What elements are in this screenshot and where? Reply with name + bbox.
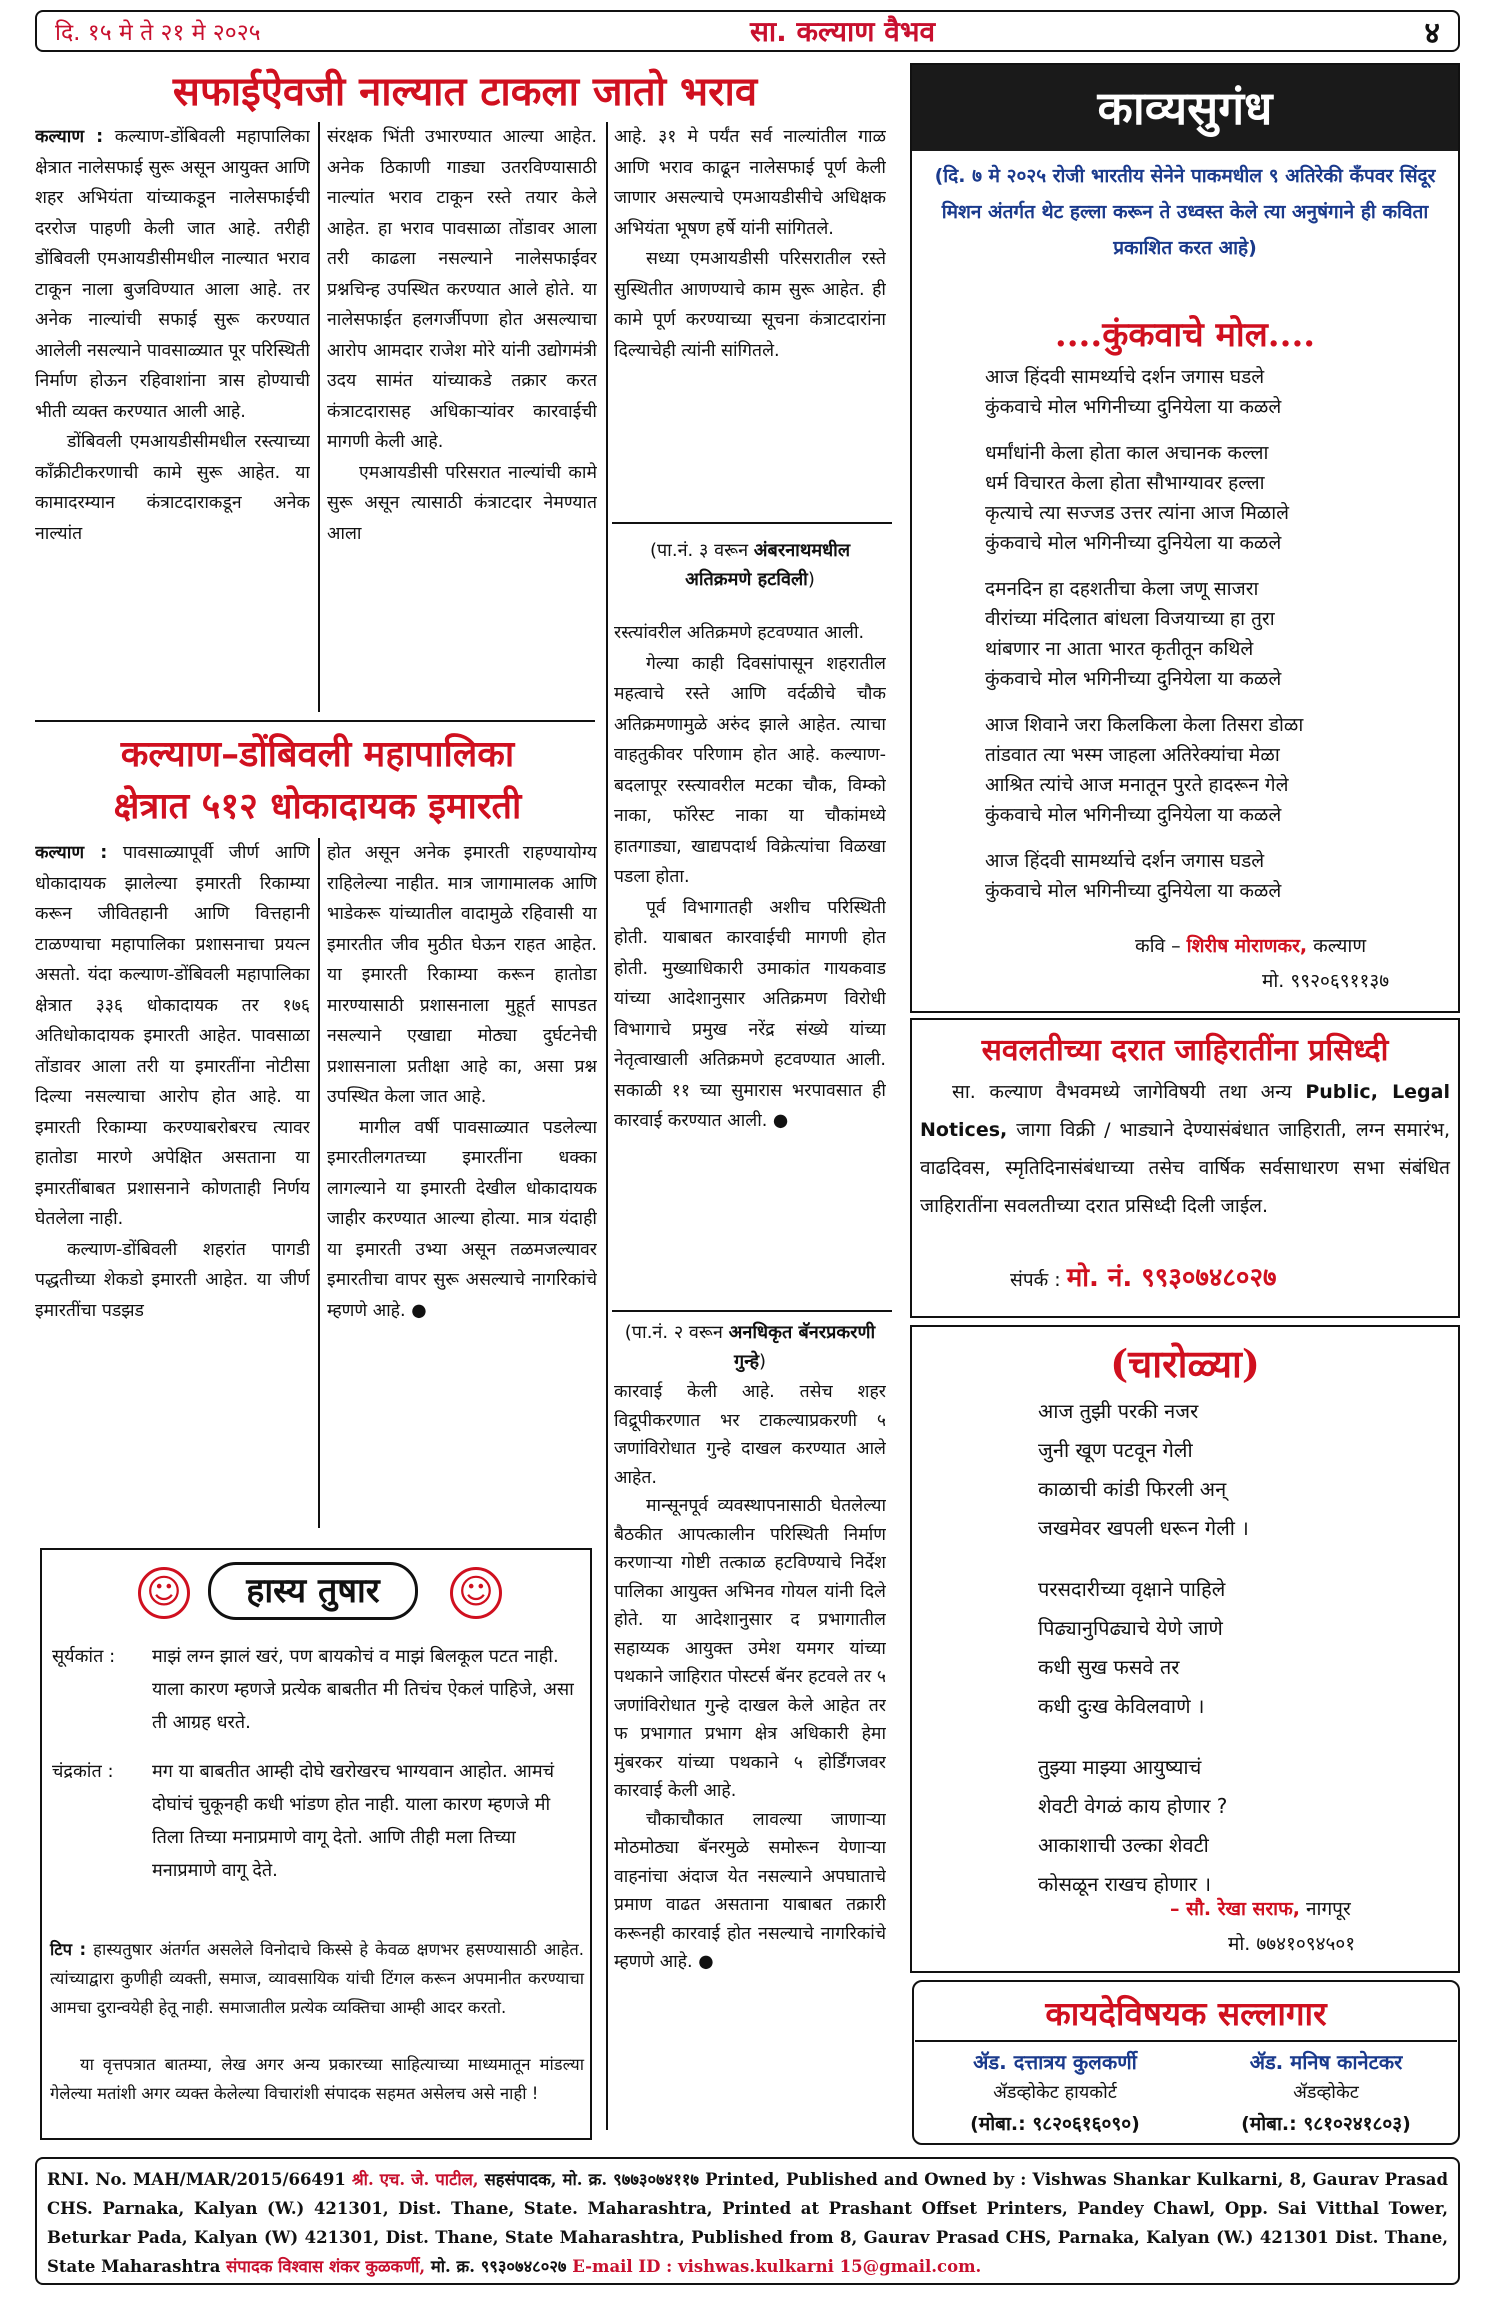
poet-mobile: मो. ९९२०६९११३७ <box>1262 970 1390 992</box>
joke-line-1: माझं लग्न झालं खरं, पण बायकोचं व माझं बिलकूल पटत नाही. याला कारण म्हणजे प्रत्येक बाबतीत मी तिचंच ऐकलं पाहिजे, असा ती आग्रह धरते. <box>152 1646 574 1733</box>
article1-headline: सफाईऐवजी नाल्यात टाकला जातो भराव <box>172 68 758 115</box>
article1-column-3: आहे. ३१ मे पर्यंत सर्व नाल्यांतील गाळ आणि भराव काढून नालेसफाई पूर्ण केली जाणार असल्याचे एमआयडीसीचे अधिक्षक अभियंता भूषण हर्षे यांनी सांगितले. सध्या एमआयडीसी परिसरातील रस्ते सुस्थितीत आणण्याचे काम सुरू आहेत. ही कामे पूर्ण करण्याच्या सूचना कंत्राटदारांना दिल्याचेही त्यांनी सांगितले. <box>614 127 886 361</box>
poem-stanza: आज हिंदवी सामर्थ्याचे दर्शन जगास घडले कुंकवाचे मोल भगिनीच्या दुनियेला या कळले <box>985 850 1282 902</box>
smiley-icon: ☺ <box>138 1567 190 1619</box>
charolya-title: (चारोळ्या) <box>1110 1341 1260 1386</box>
poem-stanza: आज हिंदवी सामर्थ्याचे दर्शन जगास घडले कुंकवाचे मोल भगिनीच्या दुनियेला या कळले <box>985 366 1282 418</box>
article1-column-2: संरक्षक भिंती उभारण्यात आल्या आहेत. अनेक ठिकाणी गाड्या उतरविण्यासाठी नाल्यांत भराव टाकून रस्ते तयार केले आहेत. हा भराव पावसाळा तोंडावर आला तरी काढला नसल्याने नालेसफाईवर प्रश्नचिन्ह उपस्थित करण्यात आले होते. या नालेसफाईत हलगर्जीपणा होत असल्याचा आरोप आमदार राजेश मोरे यांनी उद्योगमंत्री उदय सामंत यांच्याकडे तक्रार करत कंत्राटदारासह अधिकाऱ्यांवर कारवाईची मागणी केली आहे. एमआयडीसी परिसरात नाल्यांची कामे सुरू असून त्यासाठी कंत्राटदार नेमण्यात आला <box>327 127 597 544</box>
kavya-title: काव्यसुगंध <box>912 65 1458 151</box>
charolya-stanza: परसदारीच्या वृक्षाने पाहिले पिढ्यानुपिढ्याचे येणे जाणे कधी सुख फसवे तर कधी दुःख केविलवाणे । <box>1038 1577 1226 1718</box>
hasya-disclaimer: टिप : हास्यतुषार अंतर्गत असलेले विनोदाचे किस्से हे केवळ क्षणभर हसण्यासाठी आहेत. त्यांच्याद्वारा कुणीही व्यक्ती, समाज, व्यावसायिक यांची टिंगल करून अपमानीत करण्याचा आमचा दुरान्वयेही हेतू नाही. समाजातील प्रत्येक व्यक्तिचा आम्ही आदर करतो. <box>50 1940 584 2017</box>
poem-body <box>985 362 1455 922</box>
article3-body: रस्त्यांवरील अतिक्रमणे हटवण्यात आली. गेल्या काही दिवसांपासून शहरातील महत्वाचे रस्ते आणि वर्दळीचे चौक अतिक्रमणामुळे अरुंद झाले आहेत. त्याचा वाहतुकीवर परिणाम होत आहे. कल्याण-बदलापूर रस्त्यावरील मटका चौक, विम्को नाका, फॉरेस्ट नाका या चौकांमध्ये हातगाड्या, खाद्यपदार्थ विक्रेत्यांचा विळखा पडला होता. पूर्व विभागातही अशीच परिस्थिती होती. याबाबत कारवाईची मागणी होत होती. मुख्याधिकारी उमाकांत गायकवाड यांच्या आदेशानुसार अतिक्रमण विरोधी विभागाचे प्रमुख नरेंद्र संख्ये यांच्या नेतृत्वाखाली अतिक्रमणे हटवण्यात आली. सकाळी ११ च्या सुमारास भरपावसात ही कारवाई करण्यात आली. ● <box>614 623 886 1131</box>
poem-title: ....कुंकवाचे मोल.... <box>1054 315 1316 355</box>
article4-reference: (पा.नं. २ वरून अनधिकृत बॅनरप्रकरणी गुन्हे) <box>624 1322 876 1372</box>
speaker-2: चंद्रकांत : <box>52 1761 114 1782</box>
poet-credit: कवि – शिरीष मोराणकर, कल्याण <box>1135 935 1367 957</box>
column-divider <box>318 122 320 712</box>
charolya-poet-mobile: मो. ७७४१०९४५०१ <box>1228 1933 1356 1955</box>
joke-line-2: मग या बाबतीत आम्ही दोघे खरोखरच भाग्यवान आहोत. आमचं दोघांचं चुकूनही कधी भांडण होत नाही. याला कारण म्हणजे मी तिला तिच्या मनाप्रमाणे वागू देतो. आणि तीही मला तिच्या मनाप्रमाणे वागू देते. <box>152 1761 555 1881</box>
advocate-2-mobile: (मोबा.: ९८१०२४१८०३) <box>1241 2113 1411 2135</box>
ad-contact: संपर्क : मो. नं. ९९३०७४८०२७ <box>1010 1263 1277 1293</box>
poem-stanza: धर्मांधांनी केला होता काल अचानक कल्ला धर्म विचारत केला होता सौभाग्यावर हल्ला कृत्याचे त्या सज्जड उत्तर त्यांना आज मिळाले कुंकवाचे मोल भगिनीच्या दुनियेला या कळले <box>985 442 1290 554</box>
advocate-2-role: ॲडव्होकेट <box>1293 2082 1359 2103</box>
section-rule <box>35 720 595 722</box>
ad-title: सवलतीच्या दरात जाहिरातींना प्रसिध्दी <box>981 1033 1389 1068</box>
masthead-bar <box>35 10 1460 52</box>
advocate-2-name: ॲड. मनिष कानेटकर <box>1249 2050 1403 2074</box>
smiley-icon: ☺ <box>450 1567 502 1619</box>
column-divider <box>318 838 320 1528</box>
article4-body: कारवाई केली आहे. तसेच शहर विद्रूपीकरणात भर टाकल्याप्रकरणी ५ जणांविरोधात गुन्हे दाखल करण्यात आले आहेत. मान्सूनपूर्व व्यवस्थापनासाठी घेतलेल्या बैठकीत आपत्कालीन परिस्थिती निर्माण करणाऱ्या गोष्टी तत्काळ हटविण्याचे निर्देश पालिका आयुक्त अभिनव गोयल यांनी दिले होते. या आदेशानुसार द प्रभागातील सहाय्यक आयुक्त उमेश यमगर यांच्या पथकाने जाहिरात पोस्टर्स बॅनर हटवले तर ५ जणांविरोधात गुन्हे दाखल केले आहेत तर फ प्रभागात प्रभाग क्षेत्र अधिकारी हेमा मुंबरकर यांच्या पथकाने ५ होर्डिंगजवर कारवाई केली आहे. चौकाचौकात लावल्या जाणाऱ्या मोठमोठ्या बॅनरमुळे समोरून येणाऱ्या वाहनांचा अंदाज येत नसल्याने अपघाताचे प्रमाण वाढत असताना याबाबत तक्रारी करूनही कारवाई होत नसल्याचे नागरिकांचे म्हणणे आहे. ● <box>614 1382 886 1972</box>
issue-date: दि. १५ मे ते २१ मे २०२५ <box>55 20 261 46</box>
charolya-stanza: तुझ्या माझ्या आयुष्याचं शेवटी वेगळं काय होणार ? आकाशाची उल्का शेवटी कोसळून राखच होणार । <box>1038 1755 1228 1896</box>
charolya-body <box>1038 1392 1438 1910</box>
article3-reference: (पा.नं. ३ वरून अंबरनाथमधील अतिक्रमणे हटविली) <box>649 540 851 590</box>
editor-disclaimer: या वृत्तपत्रात बातम्या, लेख अगर अन्य प्रकारच्या साहित्याच्या माध्यमातून मांडल्या गेलेल्या मतांशी अगर व्यक्त केलेल्या विचारांशी संपादक सहमत असेलच असे नाही ! <box>50 2055 584 2103</box>
legal-title: कायदेविषयक सल्लागार <box>1045 1994 1327 2033</box>
article2-column-1: कल्याण : पावसाळ्यापूर्वी जीर्ण आणि धोकादायक झालेल्या इमारती रिकाम्या करून जीवितहानी आणि वित्तहानी टाळण्याचा महापालिका प्रशासनाचा प्रयत्न असतो. यंदा कल्याण-डोंबिवली महापालिका क्षेत्रात ३३६ धोकादायक तर १७६ अतिधोकादायक इमारती आहेत. पावसाळा तोंडावर आला तरी या इमारतींना नोटीसा दिल्या नसल्याचा आरोप होत आहे. या इमारती रिकाम्या करण्याबरोबरच त्यावर हातोडा मारणे अपेक्षित असताना या इमारतींबाबत प्रशासनाने कोणताही निर्णय घेतलेला नाही. कल्याण-डोंबिवली शहरांत पागडी पद्धतीच्या शेकडो इमारती आहेत. या जीर्ण इमारतींचा पडझड <box>35 843 310 1321</box>
advocate-1-name: ॲड. दत्तात्रय कुलकर्णी <box>973 2050 1137 2074</box>
kavya-intro: (दि. ७ मे २०२५ रोजी भारतीय सेनेने पाकमधील ९ अतिरेकी कँपवर सिंदूर मिशन अंतर्गत थेट हल्ला करून ते उध्वस्त केले त्या अनुषंगाने ही कविता प्रकाशित करत आहे) <box>934 165 1436 259</box>
poem-stanza: आज शिवाने जरा किलकिला केला तिसरा डोळा तांडवात त्या भस्म जाहला अतिरेक्यांचा मेळा आश्रित त्यांचे आज मनातून पुरते हादरून गेले कुंकवाचे मोल भगिनीच्या दुनियेला या कळले <box>985 714 1304 826</box>
paper-name: सा. कल्याण वैभव <box>749 15 936 48</box>
ad-body: सा. कल्याण वैभवमध्ये जागेविषयी तथा अन्य Public, Legal Notices, जागा विक्री / भाड्याने देण्यासंबंधात जाहिराती, लग्न समारंभ, वाढदिवस, स्मृतिदिनासंबंधाच्या तसेच वार्षिक सर्वसाधारण सभा संबंधित जाहिरातींना सवलतीच्या दरात प्रसिध्दी दिली जाईल. <box>920 1081 1450 1217</box>
column-divider <box>606 530 608 2130</box>
charolya-poet: – सौ. रेखा सराफ, नागपूर <box>1170 1898 1351 1920</box>
section-rule <box>915 2040 1457 2042</box>
article2-headline-line1: कल्याण–डोंबिवली महापालिका <box>120 733 515 775</box>
article2-headline-line2: क्षेत्रात ५१२ धोकादायक इमारती <box>113 785 522 827</box>
advocate-1-mobile: (मोबा.: ९८२०६१६०९०) <box>970 2113 1140 2135</box>
section-rule <box>612 1310 892 1312</box>
hasya-title: हास्य तुषार <box>208 1562 418 1620</box>
advocate-1-role: ॲडव्होकेट हायकोर्ट <box>993 2082 1117 2103</box>
charolya-stanza: आज तुझी परकी नजर जुनी खूण पटवून गेली काळाची कांडी फिरली अन् जखमेवर खपली धरून गेली । <box>1038 1399 1249 1540</box>
article2-column-2: होत असून अनेक इमारती राहण्यायोग्य राहिलेल्या नाहीत. मात्र जागामालक आणि भाडेकरू यांच्यातील वादामुळे रहिवासी या इमारतीत जीव मुठीत घेऊन राहत आहेत. या इमारती रिकाम्या करून हातोडा मारण्यासाठी प्रशासनाला मुहूर्त सापडत नसल्याने एखाद्या मोठ्या दुर्घटनेची प्रशासनाला प्रतीक्षा आहे का, असा प्रश्न उपस्थित केला जात आहे. मागील वर्षी पावसाळ्यात पडलेल्या इमारतीलगतच्या इमारतींना धक्का लागल्याने या इमारती देखील धोकादायक जाहीर करण्यात आल्या होत्या. मात्र यंदाही या इमारती उभ्या असून तळमजल्यावर इमारतीचा वापर सुरू असल्याचे नागरिकांचे म्हणणे आहे. ● <box>327 843 597 1321</box>
poem-stanza: दमनदिन हा दहशतीचा केला जणू साजरा वीरांच्या मंदिलात बांधला विजयाच्या हा तुरा थांबणार ना आता भारत कृतीतून कथिले कुंकवाचे मोल भगिनीच्या दुनियेला या कळले <box>985 578 1282 690</box>
imprint-footer: RNI. No. MAH/MAR/2015/66491 श्री. एच. जे. पाटील, सहसंपादक, मो. क्र. ९७७३०७४११७ Printed, Published and Owned by : Vishwas Shankar Kulkarni, 8, Gaurav Prasad CHS. Parnaka, Kalyan (W.) 421301, Dist. Thane, State. Maharashtra, Printed at Prashant Offset Printers, Pandey Chawl, Opp. Sai Vitthal Tower, Beturkar Pada, Kalyan (W) 421301, Dist. Thane, State Maharashtra, Published from 8, Gaurav Prasad CHS, Parnaka, Kalyan (W.) 421301 Dist. Thane, State Maharashtra संपादक विश्वास शंकर कुळकर्णी, मो. क्र. ९९३०७४८०२७ E-mail ID : vishwas.kulkarni 15@gmail.com. <box>35 2157 1460 2285</box>
speaker-1: सूर्यकांत : <box>52 1646 116 1667</box>
page-number: ४ <box>1424 15 1440 51</box>
section-rule <box>612 522 892 524</box>
article1-column-1: कल्याण : कल्याण-डोंबिवली महापालिका क्षेत्रात नालेसफाई सुरू असून आयुक्त आणि शहर अभियंता यांच्याकडून नालेसफाईची दररोज पाहणी केली जात आहे. तरीही डोंबिवली एमआयडीसीमधील नाल्यात भराव टाकून नाला बुजविण्यात आला आहे. तर अनेक नाल्यांची सफाई सुरू करण्यात आलेली नसल्याने पावसाळ्यात पूर परिस्थिती निर्माण होऊन रहिवाशांना त्रास होण्याची भीती व्यक्त करण्यात आली आहे. डोंबिवली एमआयडीसीमधील रस्त्याच्या काँक्रीटीकरणाची कामे सुरू आहेत. या कामादरम्यान कंत्राटदाराकडून अनेक नाल्यांत <box>35 127 310 544</box>
